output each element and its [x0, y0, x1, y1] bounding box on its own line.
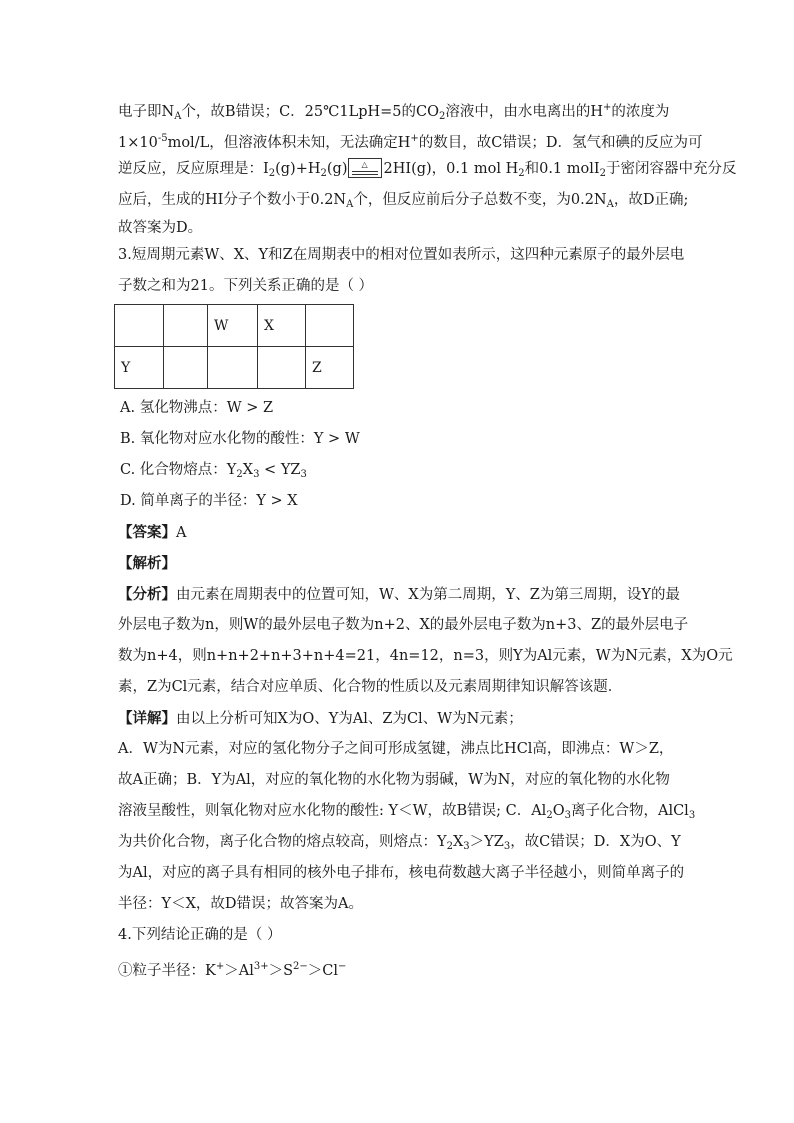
xiangjie-line: 半径：Y＜X，故D错误；故答案为A。 [118, 896, 363, 912]
text-fragment: (g) [326, 161, 348, 177]
table-cell [208, 347, 258, 389]
fenxi-line: 素，Z为Cl元素，结合对应单质、化合物的性质以及元素周期律知识解答该题． [118, 679, 623, 695]
table-cell: X [258, 305, 306, 347]
fenxi-line: 数为n+4，则n+n+2+n+3+n+4=21，4n=12，n=3，则Y为Al元素，W为N元素，X为O元 [118, 648, 733, 664]
text-line [118, 123, 703, 154]
subscript: 2 [599, 168, 606, 179]
reversible-reaction-arrow-icon [348, 158, 382, 178]
text-fragment: 子数之和为21。下列关系正确的是（ ） [118, 278, 374, 294]
question-4-stem: 4.下列结论正确的是（ ） [118, 927, 282, 943]
text-fragment: 故答案为D。 [118, 220, 203, 236]
document-page [118, 92, 737, 982]
periodic-table-fragment [114, 304, 354, 389]
text-fragment: mol/L，但溶液体积未知，无法确定H [167, 135, 411, 151]
option-c: C. 化合物熔点：$Y_2X_3 < YZ_3$ [120, 462, 307, 480]
table-row [115, 347, 354, 389]
table-cell: Z [306, 347, 354, 389]
table-cell: Y [115, 347, 164, 389]
answer-line [118, 517, 678, 548]
xiangjie-line: 为Al，对应的离子具有相同的核外电子排布，核电荷数越大离子半径越小，则简单离子的 [118, 865, 685, 881]
superscript: -5 [157, 133, 168, 144]
text-fragment: (g)+H [275, 161, 321, 177]
text-fragment: 个，但反应前后分子总数不变，为0.2N [353, 192, 607, 208]
option-b: B. 氧化物对应水化物的酸性：Y > W [120, 431, 360, 447]
subscript: A [174, 111, 182, 122]
table-cell [164, 347, 208, 389]
answer-value: A [176, 525, 187, 541]
subscript: A [606, 199, 614, 210]
subscript: 2 [438, 111, 446, 122]
xiangjie-line: 【详解】由以上分析可知X为O、Y为Al、Z为Cl、W为N元素； [118, 710, 523, 727]
xiangjie-label: 【详解】 [118, 710, 176, 727]
table-cell [164, 305, 208, 347]
text-fragment: 应后，生成的HI分子个数小于0.2N [118, 192, 347, 208]
text-fragment: 的数目，故C错误；D．氢气和碘的反应为可 [418, 135, 703, 151]
text-fragment: 电子即N [118, 104, 175, 120]
subscript: A [346, 199, 354, 210]
fenxi-line: 【分析】由元素在周期表中的位置可知，W、X为第二周期，Y、Z为第三周期，设Y的最 [118, 586, 680, 603]
xiangjie-line: A．W为N元素，对应的氢化物分子之间可形成氢键，沸点比HCl高，即沸点：W＞Z， [118, 741, 674, 757]
analysis-heading: 【解析】 [118, 555, 176, 572]
fenxi-line: 外层电子数为n，则W的最外层电子数为n+2、X的最外层电子数为n+3、Z的最外层电子 [118, 617, 689, 633]
superscript: + [410, 133, 419, 144]
text-fragment: 1×10 [118, 135, 158, 151]
text-fragment: ，故D正确; [613, 192, 689, 208]
text-fragment: 3.短周期元素W、X、Y和Z在周期表中的相对位置如表所示，这四种元素原子的最外层电 [118, 247, 685, 263]
answer-label: 【答案】 [118, 524, 176, 541]
text-line [118, 92, 678, 123]
text-fragment: 逆反应，反应原理是：I [118, 161, 269, 177]
text-fragment: 的浓度为 [611, 104, 670, 120]
table-cell [258, 347, 306, 389]
option-a: A. 氢化物沸点：W > Z [120, 400, 274, 416]
table-row [115, 305, 354, 347]
table-cell [115, 305, 164, 347]
text-fragment: 溶液中，由水电离出的H [445, 104, 604, 120]
option-d: D. 简单离子的半径：Y > X [120, 493, 298, 509]
subscript: 2 [320, 168, 327, 179]
subscript: 2 [518, 168, 525, 179]
xiangjie-line: 故A正确；B．Y为Al，对应的氧化物的水化物为弱碱，W为N，对应的氧化物的水化物 [118, 772, 670, 788]
text-fragment: 和0.1 molI [524, 161, 600, 177]
fenxi-label: 【分析】 [118, 586, 176, 603]
text-line [118, 185, 689, 216]
question-3-stem [118, 271, 678, 302]
text-fragment: 个，故B错误；C．25℃1LpH=5的CO [181, 104, 439, 120]
text-line [118, 154, 737, 185]
xiangjie-line: 为共价化合物，离子化合物的熔点较高，则熔点：$Y_2X_3>YZ_3$，故C错误；D．X为O、Y [118, 834, 681, 852]
question-4-item: ①粒子半径：$K^+>Al^{3+}>S^{2-}>Cl^-$ [118, 961, 347, 979]
table-cell: W [208, 305, 258, 347]
text-fragment: 于密闭容器中充分反 [605, 161, 737, 177]
question-3-stem [118, 240, 685, 271]
text-fragment: 2HI(g)，0.1 mol H [383, 161, 519, 177]
heat-triangle-icon: △ [361, 160, 368, 169]
text-line [118, 216, 678, 240]
superscript: + [603, 102, 612, 113]
subscript: 2 [268, 168, 276, 179]
xiangjie-line: 溶液呈酸性，则氧化物对应水化物的酸性: Y＜W，故B错误; C．$Al_2O_3$离子化合物，AlCl$_3$ [118, 803, 696, 821]
table-cell [306, 305, 354, 347]
